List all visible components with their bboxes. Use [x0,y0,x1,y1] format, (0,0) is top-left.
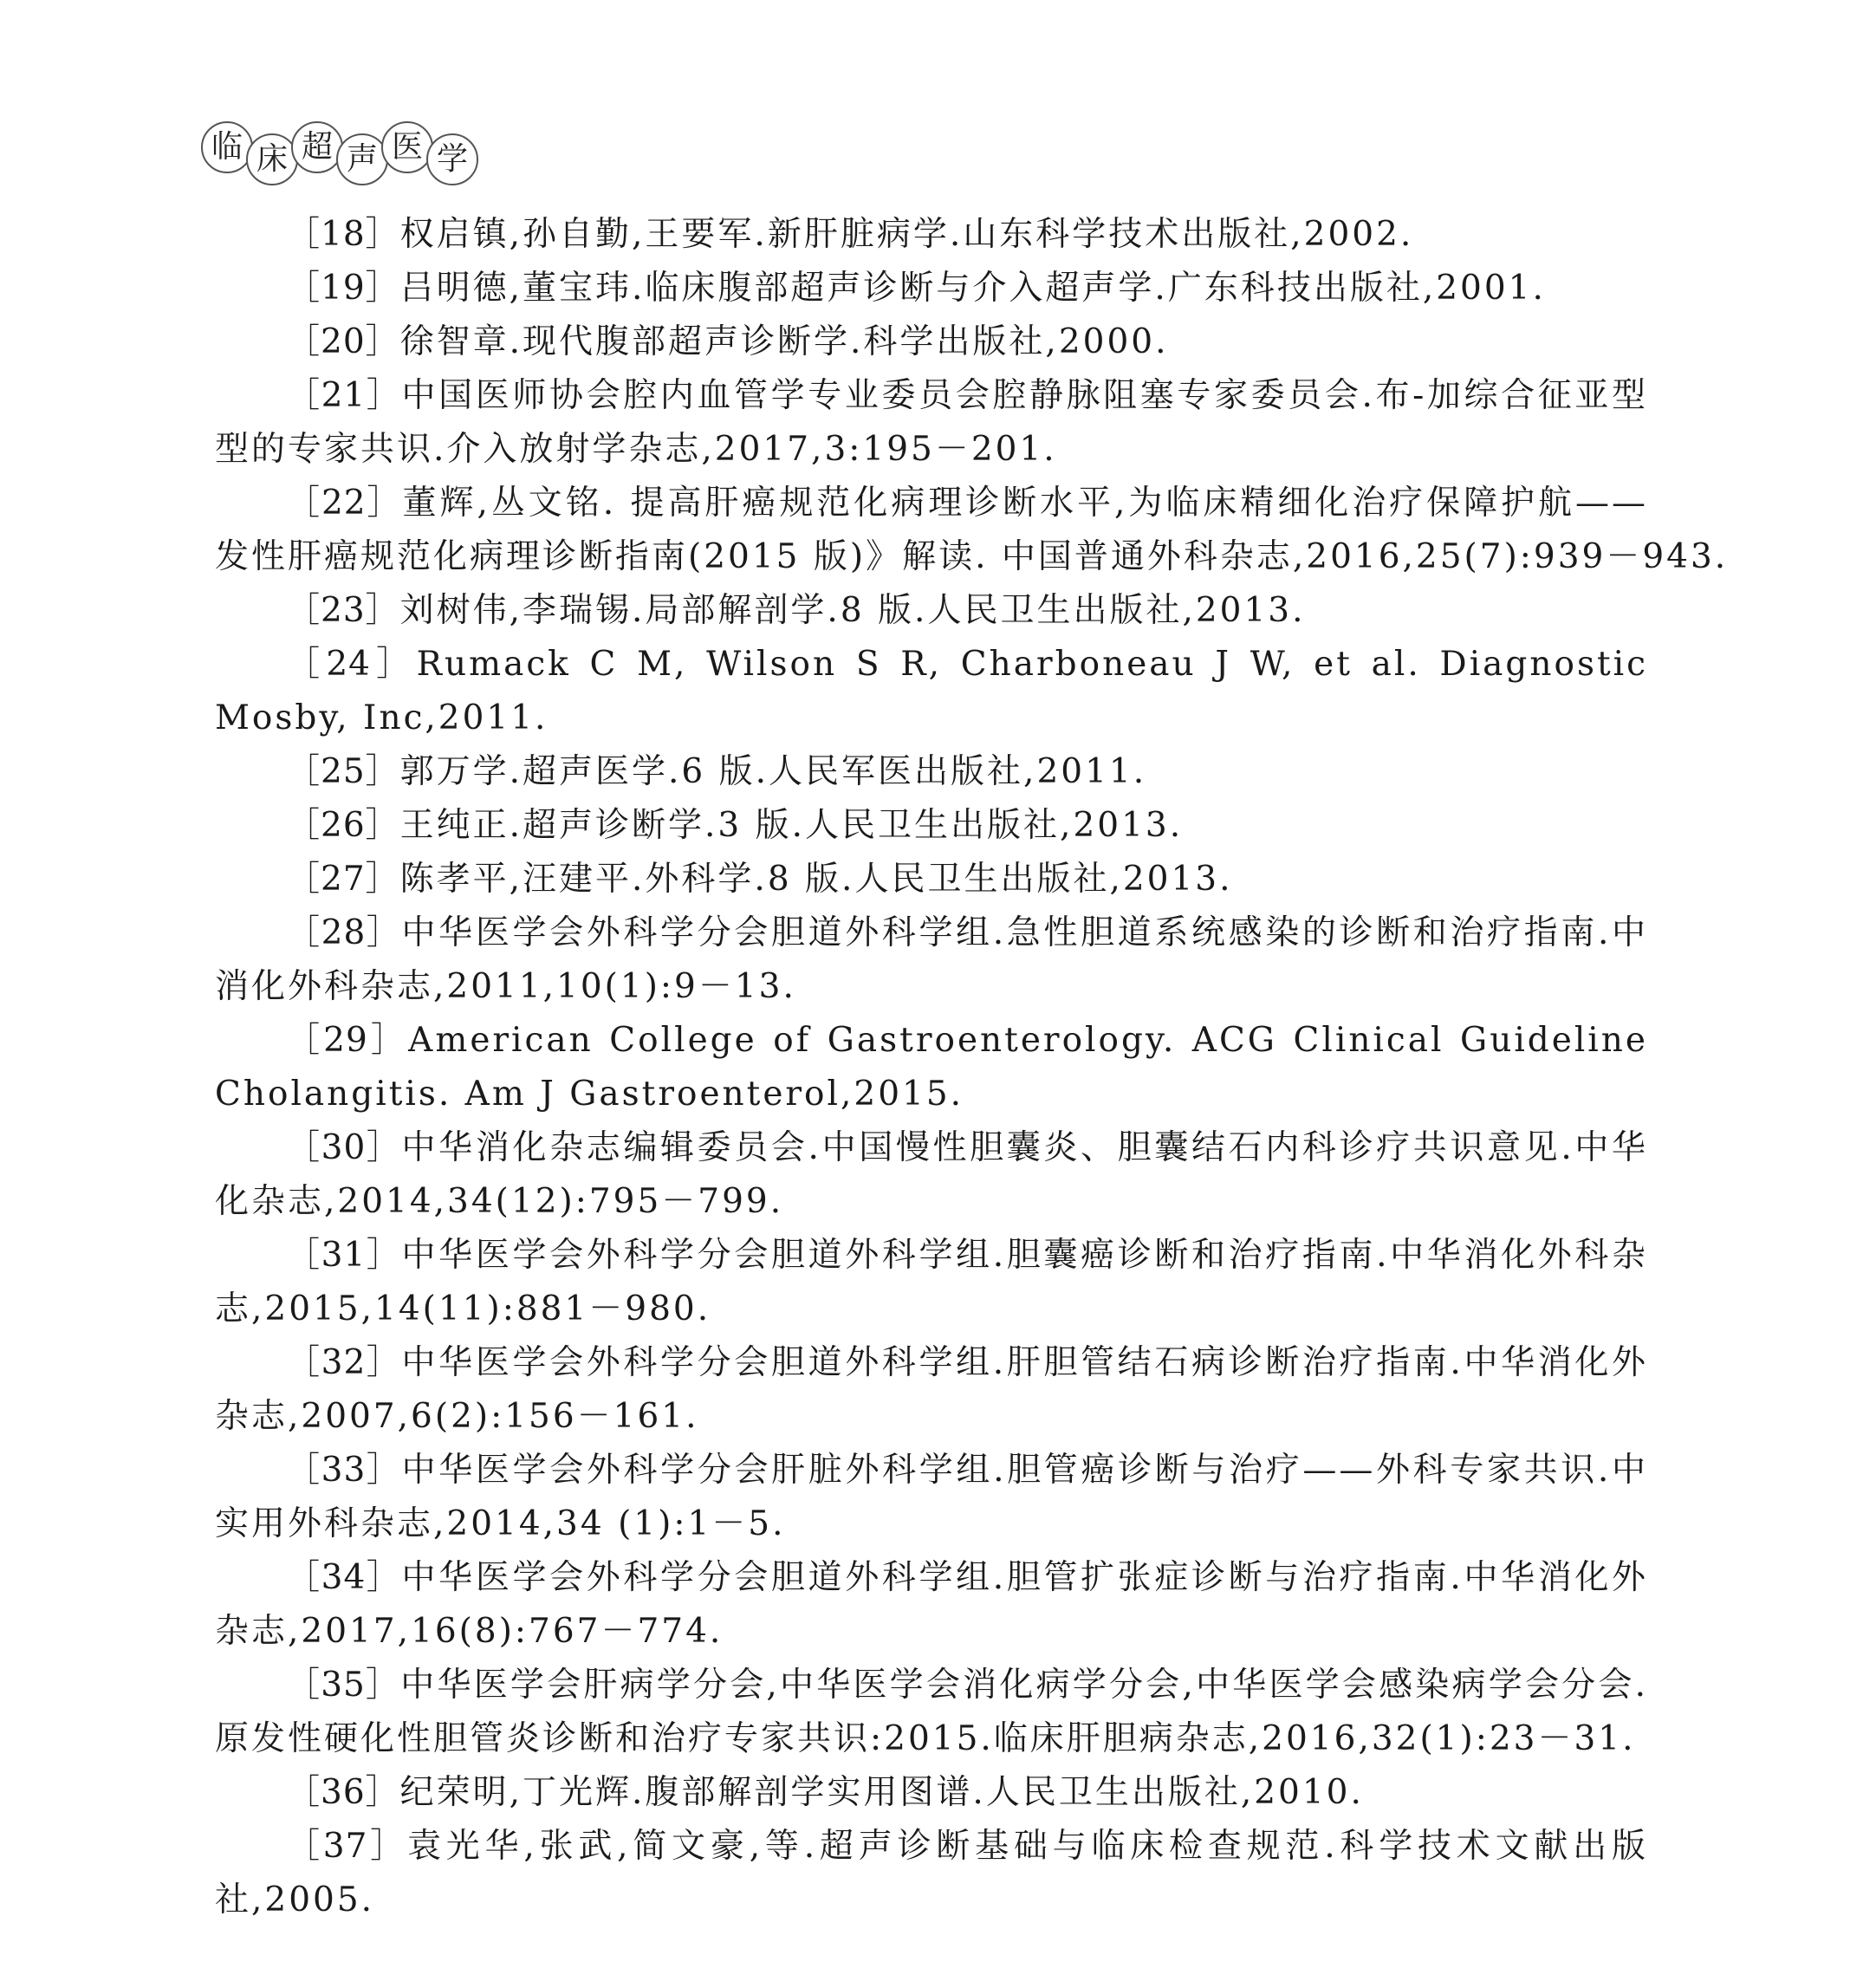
reference-number: ［18］ [286,215,400,254]
reference-text: 徐智章.现代腹部超声诊断学.科学出版社,2000. [399,322,1169,361]
reference-item [215,799,1648,853]
reference-number: ［32］ [286,1343,402,1382]
reference-line [215,1820,1648,1874]
reference-item [215,584,1648,638]
reference-continuation [215,530,1729,584]
reference-text: 中华医学会外科学分会胆道外科学组.急性胆道系统感染的诊断和治疗指南.中 [401,913,1648,952]
reference-number: ［28］ [286,913,402,952]
reference-number: ［24］ [286,645,417,684]
reference-line [215,477,1648,530]
reference-text: 刘树伟,李瑞锡.局部解剖学.8 版.人民卫生出版社,2013. [399,591,1306,630]
reference-number: ［30］ [286,1128,402,1167]
reference-item [215,262,1648,315]
reference-text: Cholangitis. Am J Gastroenterol,2015. [215,1075,964,1114]
reference-list [215,208,1729,1927]
header-char-circle: 床 [246,133,298,185]
reference-line [215,208,1648,262]
reference-line [215,1014,1648,1068]
reference-item [215,477,1729,584]
reference-line [215,1551,1648,1605]
reference-line [215,315,1648,369]
reference-line [215,1659,1648,1712]
reference-line [215,638,1648,692]
reference-item [215,1229,1648,1336]
reference-continuation [215,1605,1648,1659]
reference-text: 杂志,2017,16(8):767－774. [215,1612,724,1651]
reference-line [215,1229,1648,1283]
reference-text: Rumack C M, Wilson S R, Charboneau J W, et al. Diagnostic [416,645,1648,684]
reference-line [215,369,1648,423]
reference-text: Mosby, Inc,2011. [215,698,549,737]
reference-text: 型的专家共识.介入放射学杂志,2017,3:195－201. [215,430,1057,469]
reference-text: 陈孝平,汪建平.外科学.8 版.人民卫生出版社,2013. [399,860,1233,899]
reference-text: 郭万学.超声医学.6 版.人民军医出版社,2011. [399,752,1147,791]
reference-continuation [215,960,1648,1014]
reference-line [215,1444,1648,1497]
header-char-circle: 医 [381,121,433,173]
reference-item [215,1551,1648,1659]
reference-text: 中华医学会外科学分会肝脏外科学组.胆管癌诊断与治疗——外科专家共识.中 [401,1451,1648,1490]
reference-number: ［29］ [286,1021,409,1060]
reference-line [215,853,1648,906]
reference-text: 原发性硬化性胆管炎诊断和治疗专家共识:2015.临床肝胆病杂志,2016,32(1):23－31. [215,1719,1636,1758]
reference-continuation [215,1175,1648,1229]
reference-line [215,262,1648,315]
reference-text: 化杂志,2014,34(12):795－799. [215,1182,784,1221]
reference-text: 袁光华,张武,简文豪,等.超声诊断基础与临床检查规范.科学技术文献出版 [407,1827,1648,1866]
reference-text: 王纯正.超声诊断学.3 版.人民卫生出版社,2013. [399,806,1184,845]
reference-line [215,745,1648,799]
reference-text: 社,2005. [215,1880,375,1919]
reference-text: American College of Gastroenterology. ACG Clinical Guideline [408,1021,1648,1060]
reference-continuation [215,1283,1648,1336]
reference-number: ［31］ [286,1236,402,1275]
reference-number: ［27］ [286,860,400,899]
reference-item [215,1014,1648,1121]
reference-line [215,584,1648,638]
reference-text: 吕明德,董宝玮.临床腹部超声诊断与介入超声学.广东科技出版社,2001. [399,269,1546,308]
reference-text: 中华医学会外科学分会胆道外科学组.肝胆管结石病诊断治疗指南.中华消化外 [401,1343,1648,1382]
reference-text: 实用外科杂志,2014,34 (1):1－5. [215,1504,786,1543]
reference-number: ［22］ [286,484,403,523]
reference-number: ［23］ [286,591,400,630]
reference-number: ［21］ [286,376,402,415]
reference-item [215,1766,1648,1820]
reference-text: 消化外科杂志,2011,10(1):9－13. [215,967,796,1006]
header-char-circle: 学 [426,133,478,185]
reference-continuation [215,1068,1648,1121]
reference-text: 志,2015,14(11):881－980. [215,1289,711,1328]
reference-continuation [215,423,1648,477]
reference-item [215,315,1648,369]
reference-line [215,1121,1648,1175]
reference-number: ［34］ [286,1558,402,1597]
reference-text: 中华消化杂志编辑委员会.中国慢性胆囊炎、胆囊结石内科诊疗共识意见.中华 [401,1128,1648,1167]
reference-number: ［33］ [286,1451,402,1490]
reference-line [215,1766,1648,1820]
reference-item [215,1121,1648,1229]
reference-text: 杂志,2007,6(2):156－161. [215,1397,699,1436]
reference-text: 中华医学会外科学分会胆道外科学组.胆囊癌诊断和治疗指南.中华消化外科杂 [401,1236,1648,1275]
reference-item [215,638,1648,745]
reference-item [215,1444,1648,1551]
reference-number: ［36］ [286,1773,400,1812]
reference-item [215,745,1648,799]
reference-text: 纪荣明,丁光辉.腹部解剖学实用图谱.人民卫生出版社,2010. [399,1773,1364,1812]
reference-number: ［19］ [286,269,400,308]
reference-text: 发性肝癌规范化病理诊断指南(2015 版)》解读. 中国普通外科杂志,2016,25(7):939－943. [215,537,1729,576]
reference-text: 中国医师协会腔内血管学专业委员会腔静脉阻塞专家委员会.布-加综合征亚型 [401,376,1648,415]
reference-continuation [215,1390,1648,1444]
header-char-circle: 临 [201,121,253,173]
reference-line [215,906,1648,960]
reference-item [215,208,1648,262]
reference-item [215,1336,1648,1444]
reference-text: 董辉,丛文铭. 提高肝癌规范化病理诊断水平,为临床精细化治疗保障护航—— [402,484,1648,523]
reference-line [215,799,1648,853]
reference-item [215,853,1648,906]
header-char-circle: 声 [336,133,388,185]
reference-number: ［26］ [286,806,400,845]
reference-text: 中华医学会肝病学分会,中华医学会消化病学分会,中华医学会感染病学会分会. [400,1666,1648,1705]
reference-continuation [215,692,1648,745]
reference-continuation [215,1497,1648,1551]
header-char-circle: 超 [291,121,343,173]
reference-text: 权启镇,孙自勤,王要军.新肝脏病学.山东科学技术出版社,2002. [399,215,1414,254]
reference-item [215,369,1648,477]
running-header [201,121,548,191]
reference-item [215,1659,1648,1766]
reference-continuation [215,1712,1648,1766]
reference-item [215,1820,1648,1927]
reference-number: ［25］ [286,752,400,791]
reference-number: ［20］ [286,322,400,361]
reference-number: ［37］ [286,1827,408,1866]
reference-text: 中华医学会外科学分会胆道外科学组.胆管扩张症诊断与治疗指南.中华消化外 [401,1558,1648,1597]
reference-line [215,1336,1648,1390]
reference-continuation [215,1874,1648,1927]
reference-number: ［35］ [286,1666,401,1705]
reference-item [215,906,1648,1014]
